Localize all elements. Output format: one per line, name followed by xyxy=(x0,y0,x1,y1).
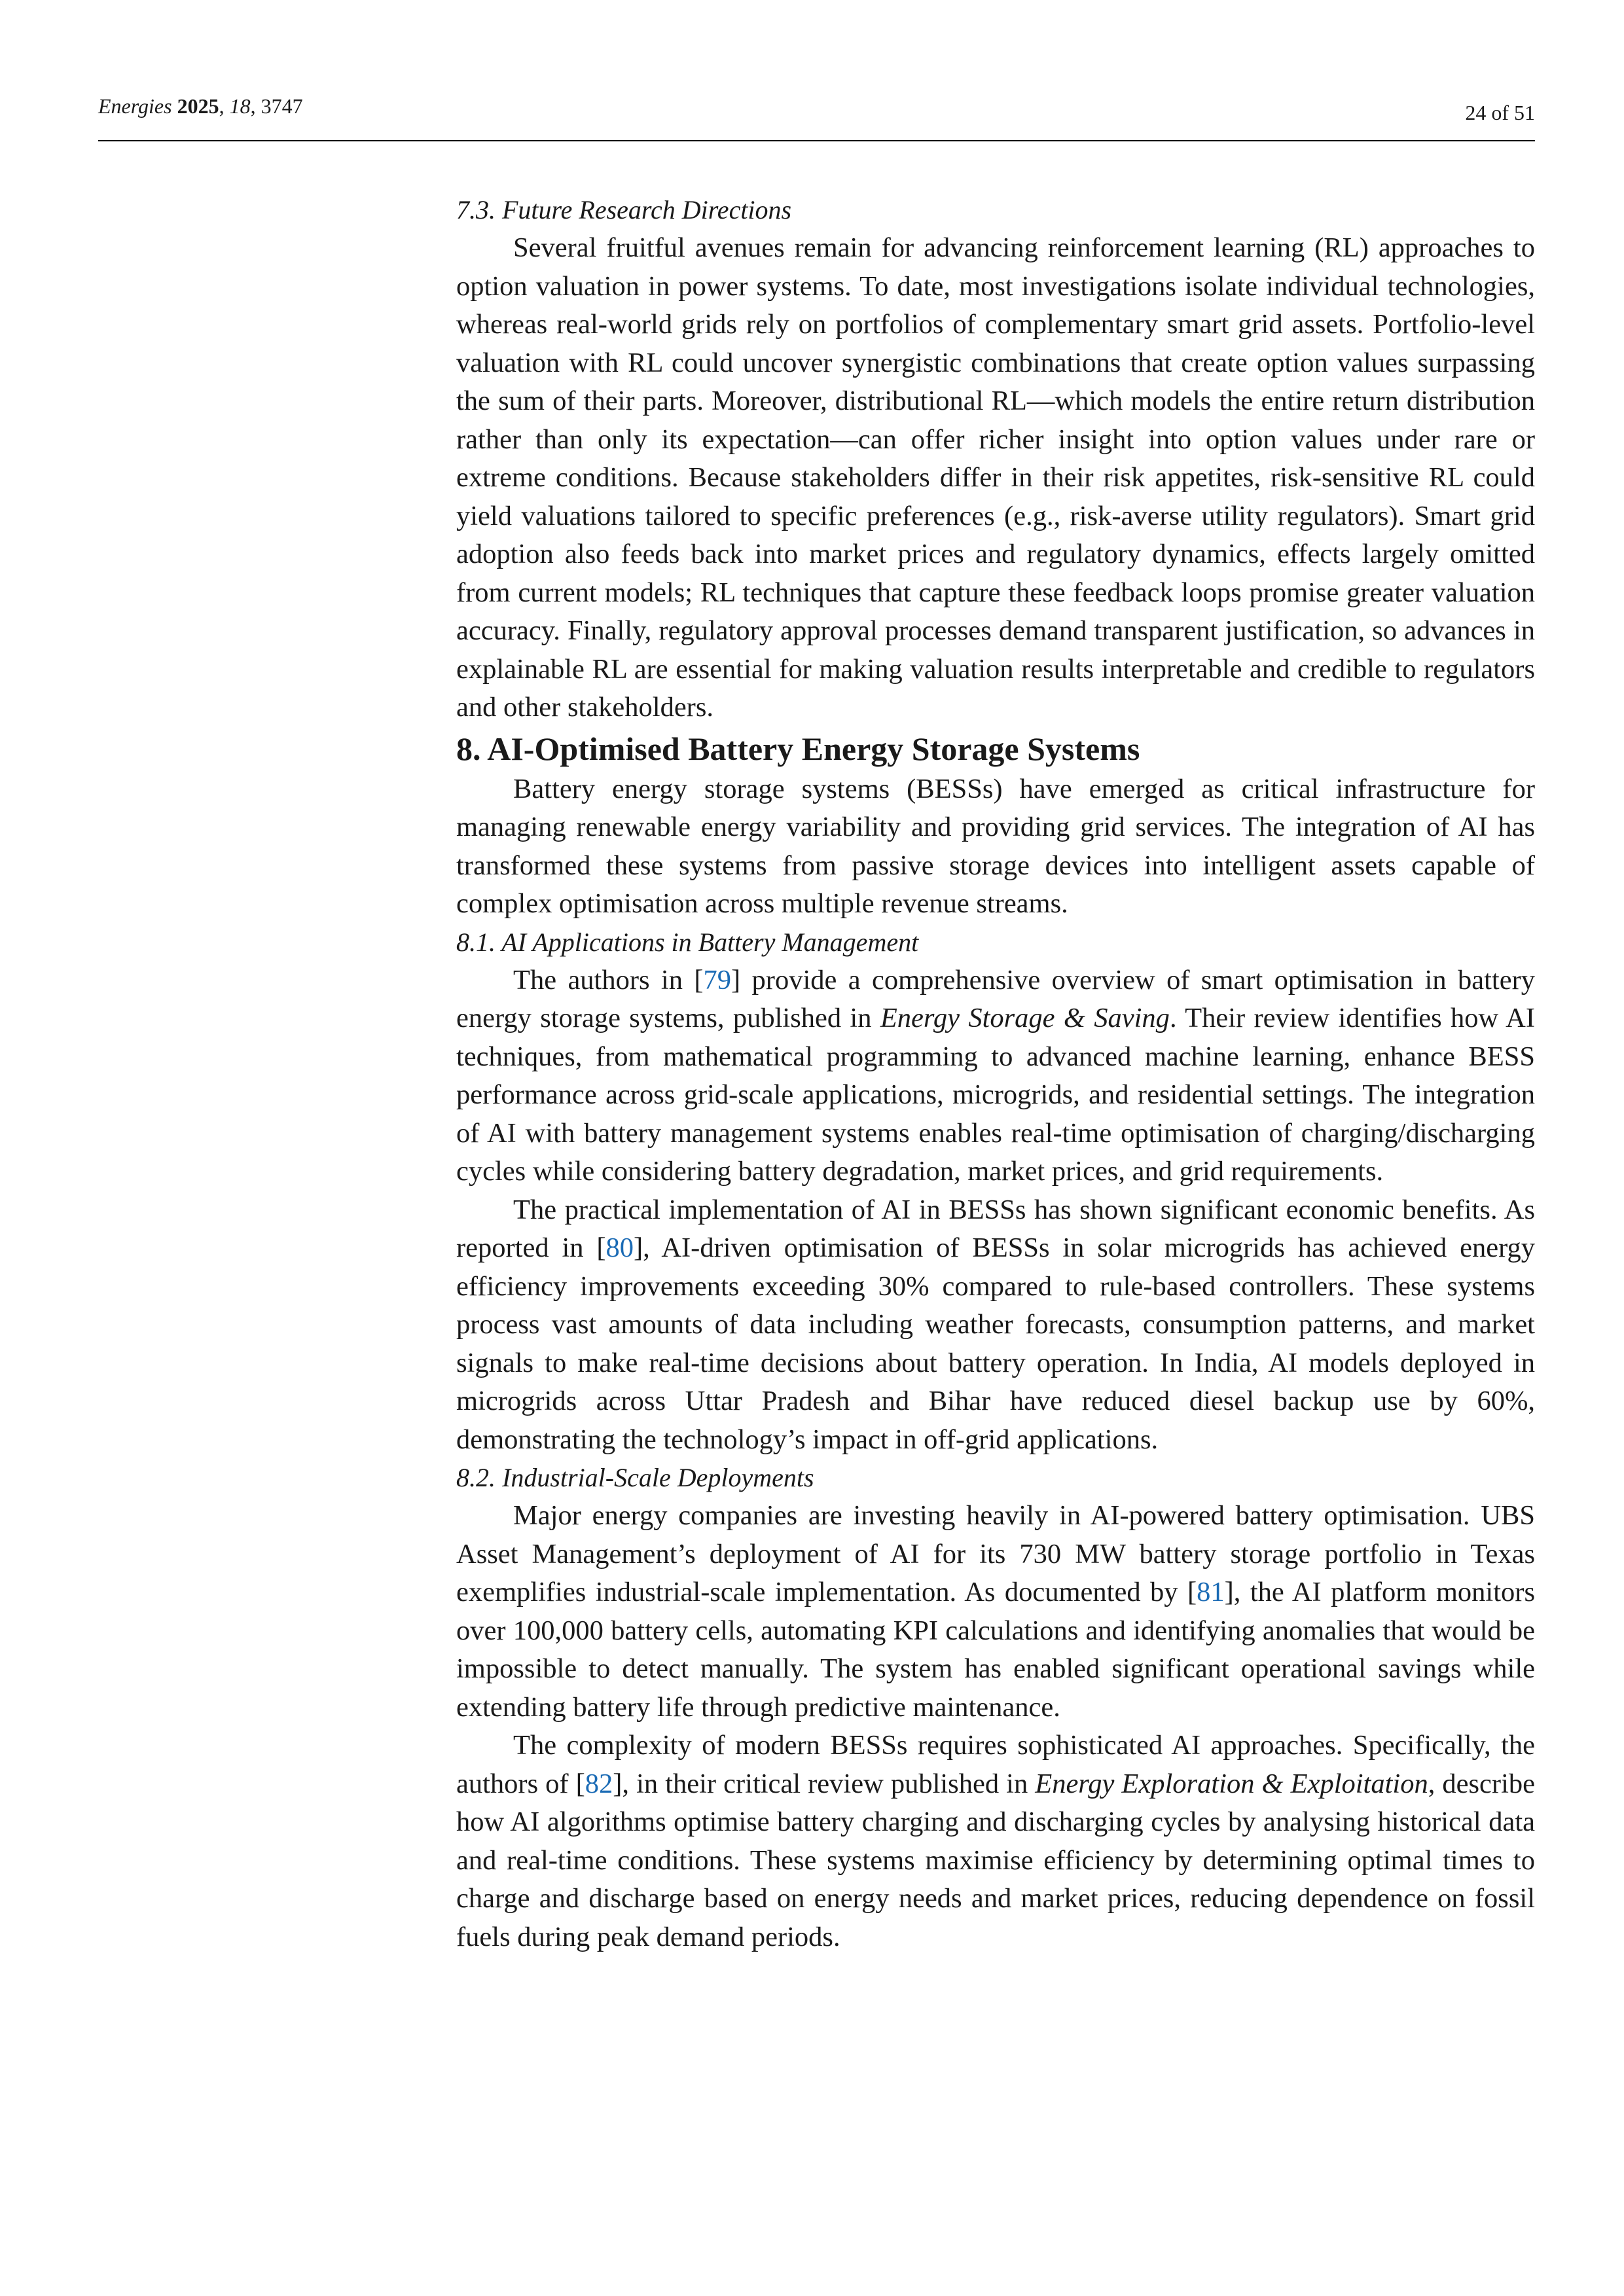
section-7-3-paragraph: Several fruitful avenues remain for advancing reinforcement learning (RL) approaches to option valuation in power systems. To date, most investigations isolate individual technologies, whereas real-world grids rely on portfolios of complementary smart grid assets. Portfolio-level valuation with RL could uncover synergistic combinations that create option values surpassing the sum of their parts. Moreover, distributional RL—which models the entire return distribution rather than only its expectation—can offer richer insight into option values under rare or extreme conditions. Because stakeholders differ in their risk appetites, risk-sensitive RL could yield valuations tailored to specific preferences (e.g., risk-averse utility regulators). Smart grid adoption also feeds back into market prices and regulatory dynamics, effects largely omitted from current models; RL techniques that capture these feedback loops promise greater valuation accuracy. Finally, regulatory approval processes demand transparent justification, so advances in explainable RL are essential for making valuation results interpretable and credible to regulators and other stakeholders. xyxy=(456,232,1535,723)
journal-title: Energy Exploration & Exploitation xyxy=(1035,1768,1428,1799)
section-8-1-title: 8.1. AI Applications in Battery Management xyxy=(456,927,919,957)
text-run: The practical implementation of AI in BESSs has shown significant economic benefits. As reported in [ xyxy=(456,1194,1535,1263)
journal-year: 2025 xyxy=(177,94,219,118)
text-run: ], in their critical review published in xyxy=(613,1768,1036,1799)
journal-title: Energy Storage & Saving xyxy=(880,1003,1170,1033)
main-content xyxy=(456,191,1535,1956)
citation-link-82[interactable]: 82 xyxy=(585,1768,613,1799)
citation-link-81[interactable]: 81 xyxy=(1197,1577,1225,1607)
section-8-1-paragraph-1 xyxy=(456,961,1535,1191)
section-8-2-paragraph-2 xyxy=(456,1727,1535,1956)
page-number: 24 of 51 xyxy=(1465,101,1535,124)
section-7-3-title: 7.3. Future Research Directions xyxy=(456,195,792,224)
text-run: ], the AI platform monitors over 100,000 battery cells, automating KPI calculations and identifying anomalies that would be impossible to detect manually. The system has enabled significant operational savings while extending battery life through predictive maintenance. xyxy=(456,1577,1535,1723)
article-number: 3747 xyxy=(261,94,303,118)
text-run: . Their review identifies how AI techniques, from mathematical programming to advanced machine learning, enhance BESS performance across grid-scale applications, microgrids, and residential settings. The integration of AI with battery management systems enables real-time optimisation of charging/discharging cycles while considering battery degradation, market prices, and grid requirements. xyxy=(456,1003,1535,1187)
text-run: ], AI-driven optimisation of BESSs in solar microgrids has achieved energy efficiency improvements exceeding 30% compared to rule-based controllers. These systems process vast amounts of data including weather forecasts, consumption patterns, and market signals to make real-time decisions about battery operation. In India, AI models deployed in microgrids across Uttar Pradesh and Bihar have reduced diesel backup use by 60%, demonstrating the technology’s impact in off-grid applications. xyxy=(456,1232,1535,1455)
section-8-title: 8. AI-Optimised Battery Energy Storage Systems xyxy=(456,730,1140,767)
citation-link-79[interactable]: 79 xyxy=(703,964,732,996)
running-header xyxy=(98,84,1535,141)
text-run: The complexity of modern BESSs requires sophisticated AI approaches. Specifically, the authors of [ xyxy=(456,1730,1535,1799)
citation-link-80[interactable]: 80 xyxy=(605,1232,634,1263)
journal-volume: 18 xyxy=(229,94,251,118)
journal-name: Energies xyxy=(98,94,172,118)
text-run: Major energy companies are investing heavily in AI-powered battery optimisation. UBS Asset Management’s deployment of AI for its 730 MW battery storage portfolio in Texas exemplifies industrial-scale implementation. As documented by [ xyxy=(456,1500,1535,1607)
section-8-2-title: 8.2. Industrial-Scale Deployments xyxy=(456,1463,814,1492)
section-8-paragraph: Battery energy storage systems (BESSs) have emerged as critical infrastructure for managing renewable energy variability and providing grid services. The integration of AI has transformed these systems from passive storage devices into intelligent assets capable of complex optimisation across multiple revenue streams. xyxy=(456,773,1535,919)
text-run: The authors in [ xyxy=(513,964,704,996)
section-8-1-paragraph-2 xyxy=(456,1191,1535,1460)
text-run: , describe how AI algorithms optimise battery charging and discharging cycles by analysing historical data and real-time conditions. These systems maximise efficiency by determining optimal times to charge and discharge based on energy needs and market prices, reducing dependence on fossil fuels during peak demand periods. xyxy=(456,1768,1535,1952)
section-8-2-paragraph-1 xyxy=(456,1497,1535,1727)
text-run: ] provide a comprehensive overview of smart optimisation in battery energy storage systems, published in xyxy=(456,964,1535,1033)
journal-citation: Energies 2025, 18, 3747 xyxy=(98,94,303,118)
